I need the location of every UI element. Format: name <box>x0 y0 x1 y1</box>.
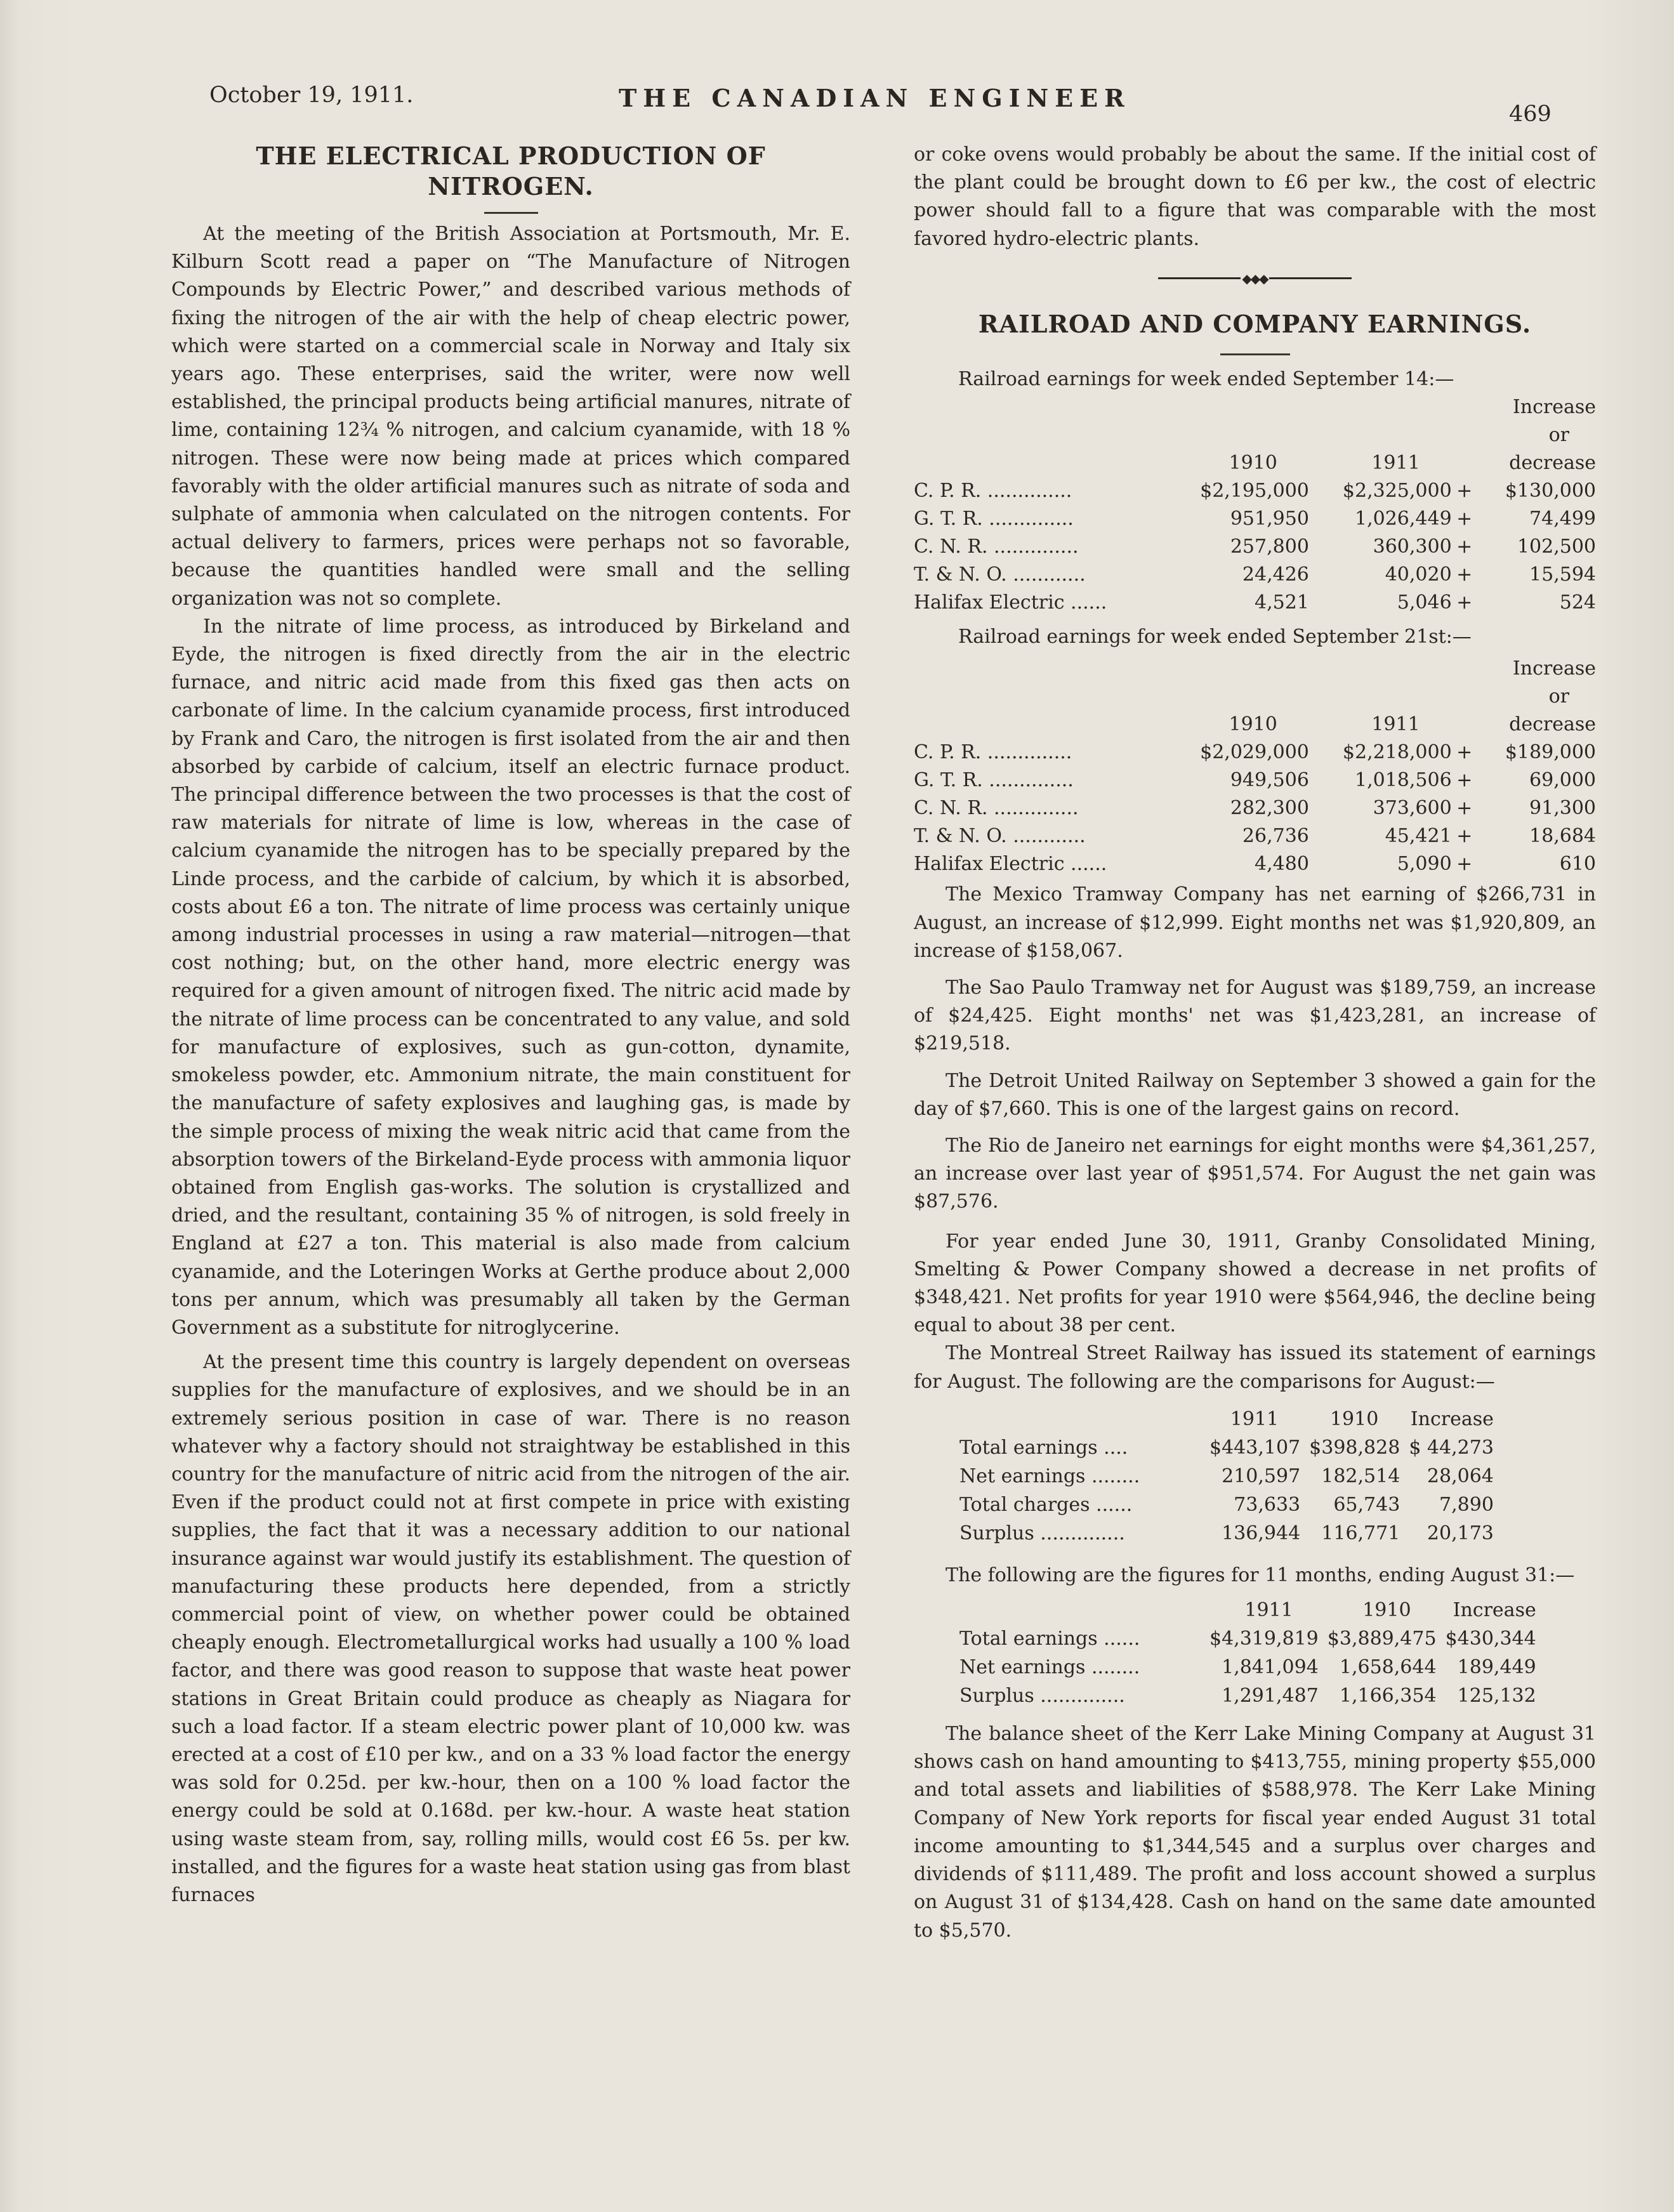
week2-y1910-cell: 4,480 <box>1255 853 1309 876</box>
montreal-aug-a-cell: $443,107 <box>1209 1436 1301 1459</box>
montreal-11-head-1911: 1911 <box>1244 1599 1293 1622</box>
week2-y1911-cell: 373,600 <box>1373 797 1452 820</box>
week2-row <box>914 767 1596 794</box>
montreal-11-name-cell: Total earnings ...... <box>959 1628 1140 1650</box>
week1-y1910-cell: 951,950 <box>1230 508 1309 530</box>
week1-y1911-cell: 5,046 <box>1397 591 1452 614</box>
section-rule <box>1220 353 1290 355</box>
montreal-11-c-cell: 189,449 <box>1457 1656 1536 1679</box>
week1-head-increase: Increase <box>1512 396 1596 419</box>
week1-change-cell: 102,500 <box>1517 536 1596 558</box>
week1-head-decrease: decrease <box>1509 452 1596 475</box>
week1-name-cell: C. P. R. .............. <box>914 480 1072 503</box>
montreal-aug-b-cell: 65,743 <box>1333 1493 1400 1516</box>
right-column <box>914 141 1596 1945</box>
week1-sign-cell: + <box>1456 563 1473 586</box>
montreal-aug-name-cell: Total earnings .... <box>959 1436 1128 1459</box>
week2-sign-cell: + <box>1456 741 1473 764</box>
montreal-aug-c-cell: 20,173 <box>1427 1522 1494 1544</box>
week1-row <box>914 505 1596 533</box>
week1-y1910-cell: 24,426 <box>1242 563 1309 586</box>
montreal-aug-c-cell: $ 44,273 <box>1409 1436 1494 1459</box>
section-title: RAILROAD AND COMPANY EARNINGS. <box>978 310 1532 339</box>
montreal-11-head-1910: 1910 <box>1362 1599 1411 1622</box>
montreal-aug-row <box>959 1491 1494 1519</box>
week2-name-cell: Halifax Electric ...... <box>914 853 1107 876</box>
week1-row <box>914 533 1596 561</box>
week1-sign-cell: + <box>1456 591 1473 614</box>
montreal-aug-b-cell: 182,514 <box>1321 1465 1400 1487</box>
sao-paulo-paragraph: The Sao Paulo Tramway net for August was $189,759, an increase of $24,425. Eight months' net was $1,423,281, an increase of $219,518. <box>914 977 1596 1055</box>
week2-earnings-table <box>914 655 1596 878</box>
week2-name-cell: T. & N. O. ............ <box>914 825 1086 848</box>
montreal-aug-name-cell: Total charges ...... <box>959 1493 1133 1516</box>
week1-row <box>914 589 1596 617</box>
week1-name-cell: C. N. R. .............. <box>914 536 1079 558</box>
week2-sign-cell: + <box>1456 825 1473 848</box>
montreal-11-a-cell: 1,841,094 <box>1222 1656 1319 1679</box>
week1-change-cell: 15,594 <box>1529 563 1596 586</box>
week2-row <box>914 850 1596 878</box>
week1-change-cell: 74,499 <box>1529 508 1596 530</box>
montreal-aug-a-cell: 210,597 <box>1222 1465 1301 1487</box>
week1-y1911-cell: $2,325,000 <box>1342 480 1452 503</box>
montreal-11-b-cell: 1,658,644 <box>1339 1656 1437 1679</box>
left-column <box>171 141 850 1909</box>
week1-sign-cell: + <box>1456 508 1473 530</box>
page-number: 469 <box>1509 102 1552 127</box>
montreal-aug-row <box>959 1462 1494 1491</box>
week2-row <box>914 822 1596 850</box>
week2-row <box>914 794 1596 822</box>
week1-change-cell: $130,000 <box>1505 480 1596 503</box>
montreal-aug-head-increase: Increase <box>1410 1407 1494 1430</box>
rio-paragraph: The Rio de Janeiro net earnings for eight months were $4,361,257, an increase over last year of $951,574. For August the net gain was $87,576. <box>914 1135 1596 1213</box>
detroit-paragraph: The Detroit United Railway on September 3 showed a gain for the day of $7,660. This is one of the largest gains on record. <box>914 1069 1596 1120</box>
week2-change-cell: 91,300 <box>1529 797 1596 820</box>
week1-head-1910: 1910 <box>1229 452 1277 475</box>
montreal-11-name-cell: Net earnings ........ <box>959 1656 1140 1679</box>
montreal-aug-c-cell: 7,890 <box>1439 1493 1494 1516</box>
montreal-11-row <box>959 1682 1536 1710</box>
week1-head-1911: 1911 <box>1371 452 1420 475</box>
running-header <box>0 75 1674 126</box>
article-title-line-2: NITROGEN. <box>428 172 594 201</box>
week2-row <box>914 739 1596 767</box>
week2-name-cell: C. N. R. .............. <box>914 797 1079 820</box>
week1-y1911-cell: 40,020 <box>1385 563 1452 586</box>
week1-y1911-cell: 360,300 <box>1373 536 1452 558</box>
article-title <box>171 141 850 202</box>
article-paragraph: At the meeting of the British Association at Portsmouth, Mr. E. Kilburn Scott read a paper on “The Manufacture of Nitrogen Compounds by Electric Power,” and described various methods of fixing the nitrogen of the air with the help of cheap electric power, which were started on a commercial scale in Norway and Italy six years ago. These enterprises, said the writer, were now well established, the principal products being artificial manures, nitrate of lime, containing 12¾ % nitrogen, and calcium cyanamide, with 18 % nitrogen. These were now being made at prices which compared favorably with the older artificial manures such as nitrate of soda and sulphate of ammonia when calculated on the nitrogen contents. For actual delivery to farmers, prices were perhaps not so favorable, because the quantities handled were small and the selling organization was not so complete. <box>171 223 850 610</box>
week2-y1911-cell: 5,090 <box>1397 853 1452 876</box>
montreal-aug-name-cell: Net earnings ........ <box>959 1465 1140 1487</box>
week1-row <box>914 561 1596 589</box>
week2-y1911-cell: 45,421 <box>1385 825 1452 848</box>
continuation-paragraph: or coke ovens would probably be about the same. If the initial cost of the plant could be brought down to £6 per kw., the cost of electric power should fall to a figure that was comparable with the most favored hydro-electric plants. <box>914 143 1596 250</box>
eleven-months-intro: The following are the figures for 11 months, ending August 31:— <box>946 1564 1575 1586</box>
montreal-aug-a-cell: 136,944 <box>1222 1522 1301 1544</box>
montreal-paragraph: The Montreal Street Railway has issued its statement of earnings for August. The following are the comparisons for August:— <box>914 1342 1596 1393</box>
montreal-11-head-increase: Increase <box>1453 1599 1536 1622</box>
week1-y1910-cell: 257,800 <box>1230 536 1309 558</box>
montreal-aug-row <box>959 1519 1494 1548</box>
week2-change-cell: 69,000 <box>1529 769 1596 792</box>
week1-y1910-cell: $2,195,000 <box>1200 480 1309 503</box>
montreal-11-b-cell: $3,889,475 <box>1327 1628 1437 1650</box>
week2-y1910-cell: 26,736 <box>1242 825 1309 848</box>
week1-y1910-cell: 4,521 <box>1255 591 1309 614</box>
montreal-aug-c-cell: 28,064 <box>1427 1465 1494 1487</box>
week2-sign-cell: + <box>1456 797 1473 820</box>
montreal-11-c-cell: $430,344 <box>1445 1628 1536 1650</box>
montreal-eleven-months-table <box>959 1596 1536 1710</box>
montreal-aug-b-cell: $398,828 <box>1309 1436 1400 1459</box>
week2-name-cell: C. P. R. .............. <box>914 741 1072 764</box>
title-rule <box>484 212 538 214</box>
week2-label: Railroad earnings for week ended September 21st:— <box>958 626 1472 648</box>
week2-change-cell: 610 <box>1559 853 1596 876</box>
montreal-11-a-cell: $4,319,819 <box>1209 1628 1319 1650</box>
week2-head-1911: 1911 <box>1371 713 1420 736</box>
week1-earnings-table <box>914 393 1596 617</box>
week1-sign-cell: + <box>1456 480 1473 503</box>
granby-paragraph: For year ended June 30, 1911, Granby Consolidated Mining, Smelting & Power Company showed a decrease in net profits of $348,421. Net profits for year 1910 were $564,946, the decline being equal to about 38 per cent. <box>914 1230 1596 1337</box>
montreal-11-c-cell: 125,132 <box>1457 1685 1536 1708</box>
week1-name-cell: Halifax Electric ...... <box>914 591 1107 614</box>
issue-date: October 19, 1911. <box>209 82 414 108</box>
montreal-aug-head-1911: 1911 <box>1230 1407 1279 1430</box>
week2-sign-cell: + <box>1456 853 1473 876</box>
montreal-aug-name-cell: Surplus .............. <box>959 1522 1125 1544</box>
montreal-11-name-cell: Surplus .............. <box>959 1685 1125 1708</box>
montreal-aug-head-1910: 1910 <box>1329 1407 1379 1430</box>
section-ornament: ◆◆◆ <box>914 265 1596 293</box>
week2-change-cell: 18,684 <box>1529 825 1596 848</box>
week2-y1910-cell: 949,506 <box>1230 769 1309 792</box>
week2-y1911-cell: $2,218,000 <box>1342 741 1452 764</box>
week2-y1911-cell: 1,018,506 <box>1354 769 1452 792</box>
week1-label: Railroad earnings for week ended September 14:— <box>958 368 1454 391</box>
week1-head-or: or <box>1548 424 1569 447</box>
montreal-11-a-cell: 1,291,487 <box>1222 1685 1319 1708</box>
week1-y1911-cell: 1,026,449 <box>1354 508 1452 530</box>
week2-head-or: or <box>1548 685 1569 708</box>
montreal-aug-row <box>959 1433 1494 1462</box>
week2-y1910-cell: $2,029,000 <box>1200 741 1309 764</box>
article-title-line-1: THE ELECTRICAL PRODUCTION OF <box>256 142 766 170</box>
week1-row <box>914 477 1596 505</box>
week1-sign-cell: + <box>1456 536 1473 558</box>
montreal-11-b-cell: 1,166,354 <box>1339 1685 1437 1708</box>
week2-head-decrease: decrease <box>1509 713 1596 736</box>
article-paragraph: At the present time this country is largely dependent on overseas supplies for the manufacture of explosives, and we should be in an extremely serious position in case of war. There is no reason whatever why a factory should not straightway be established in this country for the manufacture of nitric acid from the nitrogen of the air. Even if the product could not at first compete in price with existing supplies, the fact that it was a necessary addition to our national insurance against war would justify its establishment. The question of manufacturing these products here depended, from a strictly commercial point of view, on whether power could be obtained cheaply enough. Electrometallurgical works had usually a 100 % load factor, and there was good reason to suppose that waste heat power stations in Great Britain could produce as cheaply as Niagara for such a load factor. If a steam electric power plant of 10,000 kw. was erected at a cost of £10 per kw., and on a 33 % load factor the energy was sold for 0.25d. per kw.-hour, then on a 100 % load factor the energy could be sold at 0.168d. per kw.-hour. A waste heat station using waste steam from, say, rolling mills, would cost £6 5s. per kw. installed, and the figures for a waste heat station using gas from blast furnaces <box>171 1351 850 1906</box>
week2-head-1910: 1910 <box>1229 713 1277 736</box>
mexico-tramway-paragraph: The Mexico Tramway Company has net earning of $266,731 in August, an increase of $12,999. Eight months net was $1,920,809, an increase of $158,067. <box>914 883 1596 962</box>
week2-name-cell: G. T. R. .............. <box>914 769 1074 792</box>
montreal-11-row <box>959 1653 1536 1682</box>
journal-title: THE CANADIAN ENGINEER <box>619 84 1131 112</box>
kerr-lake-paragraph: The balance sheet of the Kerr Lake Mining Company at August 31 shows cash on hand amounting to $413,755, mining property $55,000 and total assets and liabilities of $588,978. The Kerr Lake Mining Company of New York reports for fiscal year ended August 31 total income amounting to $1,344,545 and a surplus over charges and dividends of $111,489. The profit and loss account showed a surplus on August 31 of $134,428. Cash on hand on the same date amounted to $5,570. <box>914 1723 1596 1942</box>
week2-change-cell: $189,000 <box>1505 741 1596 764</box>
montreal-aug-a-cell: 73,633 <box>1234 1493 1301 1516</box>
montreal-11-row <box>959 1624 1536 1653</box>
week2-sign-cell: + <box>1456 769 1473 792</box>
week2-head-increase: Increase <box>1512 657 1596 680</box>
week1-change-cell: 524 <box>1559 591 1596 614</box>
week1-name-cell: G. T. R. .............. <box>914 508 1074 530</box>
week2-y1910-cell: 282,300 <box>1230 797 1309 820</box>
montreal-august-table <box>959 1405 1494 1548</box>
week1-name-cell: T. & N. O. ............ <box>914 563 1086 586</box>
article-paragraph: In the nitrate of lime process, as introduced by Birkeland and Eyde, the nitrogen is fixed directly from the air in the electric furnace, and nitric acid made from this fixed gas then acts on carbonate of lime. In the calcium cyanamide process, first introduced by Frank and Caro, the nitrogen is first isolated from the air and then absorbed by carbide of calcium, itself an electric furnace product. The principal difference between the two processes is that the cost of raw materials for nitrate of lime is low, whereas in the case of calcium cyanamide the nitrogen has to be specially prepared by the Linde process, and the carbide of calcium, by which it is absorbed, costs about £6 a ton. The nitrate of lime process was certainly unique among industrial processes in using a raw material—nitrogen—that cost nothing; but, on the other hand, more electric energy was required for a given amount of nitrogen fixed. The nitric acid made by the nitrate of lime process can be concentrated to any value, and sold for manufacture of explosives, such as gun-cotton, dynamite, smokeless powder, etc. Ammonium nitrate, the main constituent for the manufacture of safety explosives and laughing gas, is made by the simple process of mixing the weak nitric acid that came from the absorption towers of the Birkeland-Eyde process with ammonia liquor obtained from English gas-works. The solution is crystallized and dried, and the resultant, containing 35 % of nitrogen, is sold freely in England at £27 a ton. This material is also made from calcium cyanamide, and the Loteringen Works at Gerthe produce about 2,000 tons per annum, which was presumably all taken by the German Government as a substitute for nitroglycerine. <box>171 615 850 1339</box>
montreal-aug-b-cell: 116,771 <box>1321 1522 1400 1544</box>
